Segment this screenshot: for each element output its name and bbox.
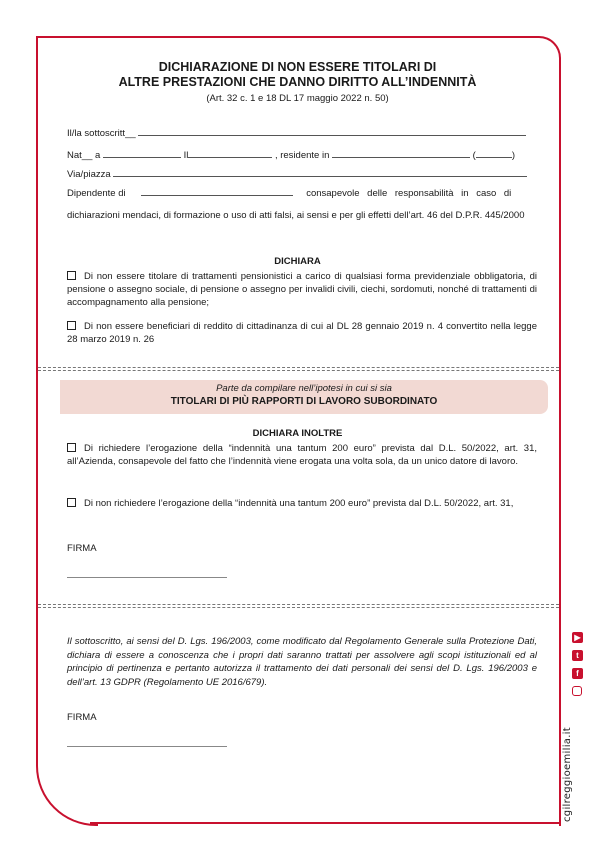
- consapevole-continuation: dichiarazioni mendaci, di formazione o uso di atti falsi, ai sensi e per gli effetti dell’art. 46 del D.P.R. 445/2000: [67, 210, 525, 221]
- dipendente-row: [67, 187, 511, 200]
- consapevole-label: consapevole delle responsabilità in caso di: [306, 188, 512, 199]
- dichiara-inoltre-item-2: [67, 497, 537, 510]
- document-subtitle: (Art. 32 c. 1 e 18 DL 17 maggio 2022 n. 50): [206, 93, 389, 104]
- title-line-2: ALTRE PRESTAZIONI CHE DANNO DIRITTO ALL’INDENNITÀ: [118, 75, 477, 89]
- separator-1b: [38, 370, 559, 371]
- il-label: Il: [183, 150, 189, 161]
- dichiara-item-2-text: Di non essere beneficiari di reddito di cittadinanza di cui al DL 28 gennaio 2019 n. 4 convertito nella legge 28 marzo 2019 n. 26: [67, 321, 537, 345]
- signature-line-2[interactable]: [67, 746, 227, 747]
- dichiara-item-1: [67, 270, 537, 309]
- youtube-icon[interactable]: ▶: [572, 632, 583, 643]
- dichiara-inoltre-item-1: [67, 442, 537, 468]
- provincia-field[interactable]: [476, 149, 512, 158]
- document-title: [60, 60, 535, 90]
- separator-2: [38, 604, 559, 605]
- nato-label: Nat__ a: [67, 150, 101, 161]
- luogo-nascita-field[interactable]: [103, 149, 181, 158]
- band-line-2: TITOLARI DI PIÙ RAPPORTI DI LAVORO SUBORDINATO: [170, 396, 438, 407]
- facebook-icon[interactable]: f: [572, 668, 583, 679]
- instagram-icon[interactable]: [572, 686, 582, 696]
- via-field[interactable]: [113, 168, 527, 177]
- dichiara-inoltre-item-1-text: Di richiedere l’erogazione della “indennità una tantum 200 euro” prevista dal D.L. 50/2022, art. 31, all’Azienda, consapevole del fatto che l’indennità viene erogata una volta sola, da un unico datore di lavoro.: [67, 443, 537, 467]
- residente-label: , residente in: [274, 150, 330, 161]
- website-url[interactable]: cgilreggioemilia.it: [562, 727, 573, 822]
- dichiara-heading: DICHIARA: [274, 256, 321, 267]
- twitter-icon[interactable]: t: [572, 650, 583, 661]
- firma-label-1: FIRMA: [67, 543, 97, 554]
- sottoscritto-field[interactable]: [138, 127, 526, 136]
- dichiara-item-2: [67, 320, 537, 346]
- data-nascita-field[interactable]: [188, 149, 272, 158]
- firma-label-2: FIRMA: [67, 712, 97, 723]
- dichiara-item-1-text: Di non essere titolare di trattamenti pensionistici a carico di qualsiasi forma previdenziale obbligatoria, di pensione o assegno sociale, di pensione o assegno per invalidi civili, ciechi, sordomuti, nonché di trattamenti di accompagnamento alla pensione;: [67, 271, 537, 308]
- sottoscritto-label: Il/la sottoscritt__: [67, 128, 136, 139]
- separator-2b: [38, 607, 559, 608]
- frame-bottom-edge: [90, 822, 559, 824]
- checkbox-4[interactable]: [67, 498, 76, 507]
- checkbox-1[interactable]: [67, 271, 76, 280]
- dipendente-field[interactable]: [141, 187, 293, 196]
- nato-row: [67, 149, 515, 162]
- residenza-field[interactable]: [332, 149, 470, 158]
- dipendente-label: Dipendente di: [67, 188, 126, 199]
- title-line-1: DICHIARAZIONE DI NON ESSERE TITOLARI DI: [158, 60, 437, 74]
- prov-close: ): [511, 150, 515, 161]
- checkbox-2[interactable]: [67, 321, 76, 330]
- dichiara-inoltre-item-2-text: Di non richiedere l’erogazione della “indennità una tantum 200 euro” prevista dal D.L. 50/2022, art. 31,: [84, 498, 514, 509]
- prov-open: (: [472, 150, 476, 161]
- dichiara-inoltre-heading: DICHIARA INOLTRE: [252, 428, 343, 439]
- via-row: [67, 168, 527, 181]
- checkbox-3[interactable]: [67, 443, 76, 452]
- via-label: Via/piazza: [67, 169, 111, 180]
- sottoscritto-row: [67, 127, 526, 140]
- band-line-1: Parte da compilare nell’ipotesi in cui si sia: [216, 383, 392, 394]
- frame-left-edge: [36, 36, 38, 716]
- separator-1: [38, 367, 559, 368]
- signature-line-1[interactable]: [67, 577, 227, 578]
- privacy-statement: Il sottoscritto, ai sensi del D. Lgs. 196/2003, come modificato dal Regolamento Generale sulla Protezione Dati, dichiara di essere a conoscenza che i propri dati saranno trattati per assolvere agli scopi istituzionali ed al principio di pertinenza e pertanto autorizza il trattamento dei dati personali dei sensi del D. Lgs. 196/2003 e dell’art. 13 GDPR (Regolamento UE 2016/679).: [67, 636, 537, 688]
